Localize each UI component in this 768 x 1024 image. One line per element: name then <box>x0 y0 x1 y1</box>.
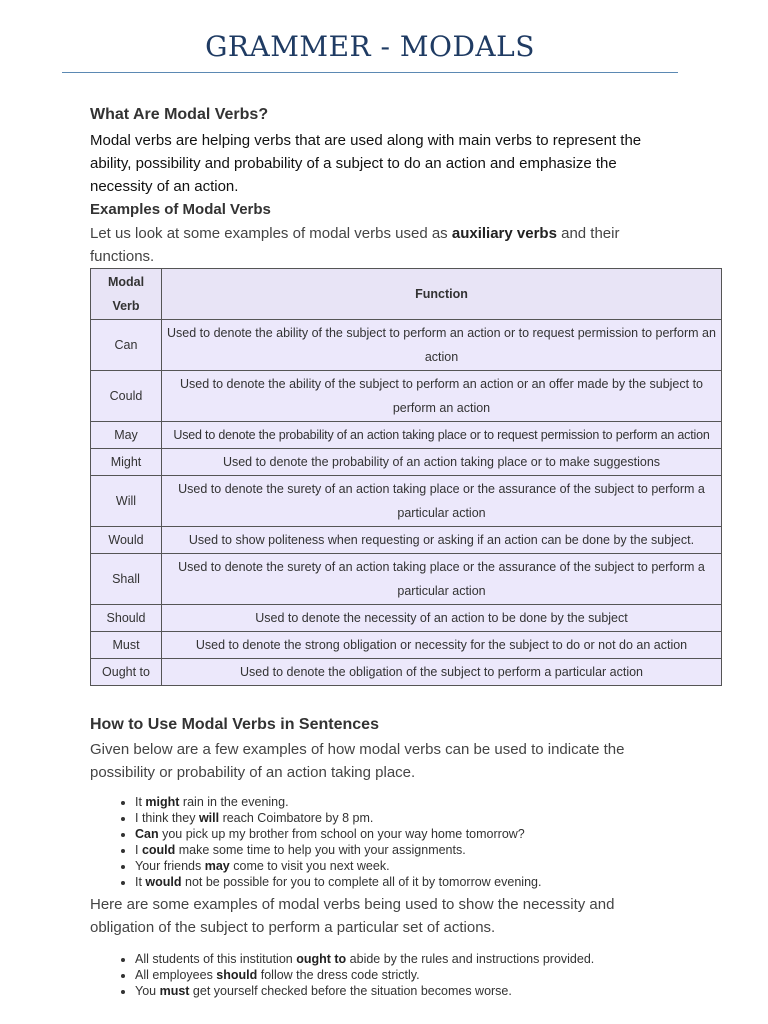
header-modal-verb: Modal Verb <box>91 269 162 320</box>
table-header-row <box>91 269 722 320</box>
definition-paragraph: Modal verbs are helping verbs that are used along with main verbs to represent the ability, possibility and probability of a subject to do an action and emphasize the necessity of an action. <box>90 132 642 195</box>
list-text: not be possible for you to complete all of it by tomorrow evening. <box>181 875 542 889</box>
function-cell: Used to denote the obligation of the subject to perform a particular action <box>162 659 722 686</box>
modal-verb-cell: May <box>91 422 162 449</box>
function-cell: Used to denote the ability of the subject to perform an action or to request permission to perform an action <box>162 320 722 371</box>
function-cell: Used to denote the ability of the subject to perform an action or an offer made by the subject to perform an action <box>162 371 722 422</box>
list-item <box>135 983 722 999</box>
examples-heading: Examples of Modal Verbs <box>90 201 271 218</box>
list-item <box>135 967 722 983</box>
list-bold: will <box>198 811 220 825</box>
list-text: make some time to help you with your assignments. <box>175 843 466 857</box>
list-text: It <box>135 875 146 889</box>
modal-verb-cell: Should <box>91 605 162 632</box>
list-bold: Can <box>135 827 159 841</box>
modal-verb-cell: Ought to <box>91 659 162 686</box>
list-bold: should <box>216 968 258 982</box>
modal-verb-cell: Shall <box>91 554 162 605</box>
list-text: I <box>135 843 142 857</box>
function-cell: Used to denote the necessity of an action to be done by the subject <box>162 605 722 632</box>
modal-verb-cell: Would <box>91 527 162 554</box>
list-item <box>135 858 722 874</box>
section-heading-how-to-use: How to Use Modal Verbs in Sentences <box>90 716 379 733</box>
table-row <box>91 554 722 605</box>
section-heading-what-are-modals: What Are Modal Verbs? <box>90 106 269 123</box>
necessity-intro: Here are some examples of modal verbs being used to show the necessity and obligation of the subject to perform a particular set of actions. <box>90 896 615 936</box>
list-bold: could <box>141 843 176 857</box>
function-cell: Used to show politeness when requesting or asking if an action can be done by the subject. <box>162 527 722 554</box>
function-cell: Used to denote the surety of an action taking place or the assurance of the subject to perform a particular action <box>162 476 722 527</box>
table-row <box>91 527 722 554</box>
list-item <box>135 794 722 810</box>
list-bold: may <box>204 859 230 873</box>
examples-intro-text-1: Let us look at some examples of modal verbs used as <box>90 225 452 242</box>
title-divider <box>62 72 678 73</box>
list-item <box>135 826 722 842</box>
list-bold: would <box>145 875 182 889</box>
function-cell: Used to denote the surety of an action taking place or the assurance of the subject to perform a particular action <box>162 554 722 605</box>
list-text: reach Coimbatore by 8 pm. <box>219 811 374 825</box>
list-text: All students of this institution <box>135 952 297 966</box>
modal-verbs-table <box>90 268 722 686</box>
table-row <box>91 632 722 659</box>
list-text: It <box>135 795 146 809</box>
list-text: You <box>135 984 160 998</box>
table-row <box>91 371 722 422</box>
list-bold: might <box>145 795 180 809</box>
modal-verb-cell: Can <box>91 320 162 371</box>
modal-verb-cell: Must <box>91 632 162 659</box>
list-text: rain in the evening. <box>179 795 289 809</box>
table-row <box>91 422 722 449</box>
examples-intro-text-2: and their functions. <box>90 225 620 265</box>
list-bold: must <box>159 984 190 998</box>
table-row <box>91 449 722 476</box>
necessity-examples-list <box>90 951 722 999</box>
list-text: you pick up my brother from school on your way home tomorrow? <box>158 827 525 841</box>
list-text: come to visit you next week. <box>229 859 390 873</box>
list-text: abide by the rules and instructions provided. <box>346 952 595 966</box>
list-item <box>135 842 722 858</box>
list-text: get yourself checked before the situation becomes worse. <box>189 984 512 998</box>
list-text: follow the dress code strictly. <box>257 968 420 982</box>
table-row <box>91 476 722 527</box>
function-cell: Used to denote the probability of an action taking place or to request permission to perform an action <box>162 422 722 449</box>
modal-verb-cell: Might <box>91 449 162 476</box>
table-row <box>91 320 722 371</box>
modal-verb-cell: Could <box>91 371 162 422</box>
list-item <box>135 951 722 967</box>
examples-intro <box>90 222 650 268</box>
header-function: Function <box>162 269 722 320</box>
list-text: I think they <box>135 811 199 825</box>
document-body <box>90 104 722 999</box>
possibility-examples-list <box>90 794 722 890</box>
function-cell: Used to denote the strong obligation or necessity for the subject to do or not do an action <box>162 632 722 659</box>
function-cell: Used to denote the probability of an action taking place or to make suggestions <box>162 449 722 476</box>
list-item <box>135 874 722 890</box>
table-row <box>91 659 722 686</box>
possibility-intro: Given below are a few examples of how modal verbs can be used to indicate the possibility or probability of an action taking place. <box>90 741 625 781</box>
modal-verb-cell: Will <box>91 476 162 527</box>
table-row <box>91 605 722 632</box>
examples-intro-bold: auxiliary verbs <box>451 225 557 242</box>
page-title: GRAMMER - MODALS <box>205 30 535 63</box>
list-text: Your friends <box>135 859 205 873</box>
list-text: All employees <box>135 968 217 982</box>
list-bold: ought to <box>296 952 347 966</box>
list-item <box>135 810 722 826</box>
